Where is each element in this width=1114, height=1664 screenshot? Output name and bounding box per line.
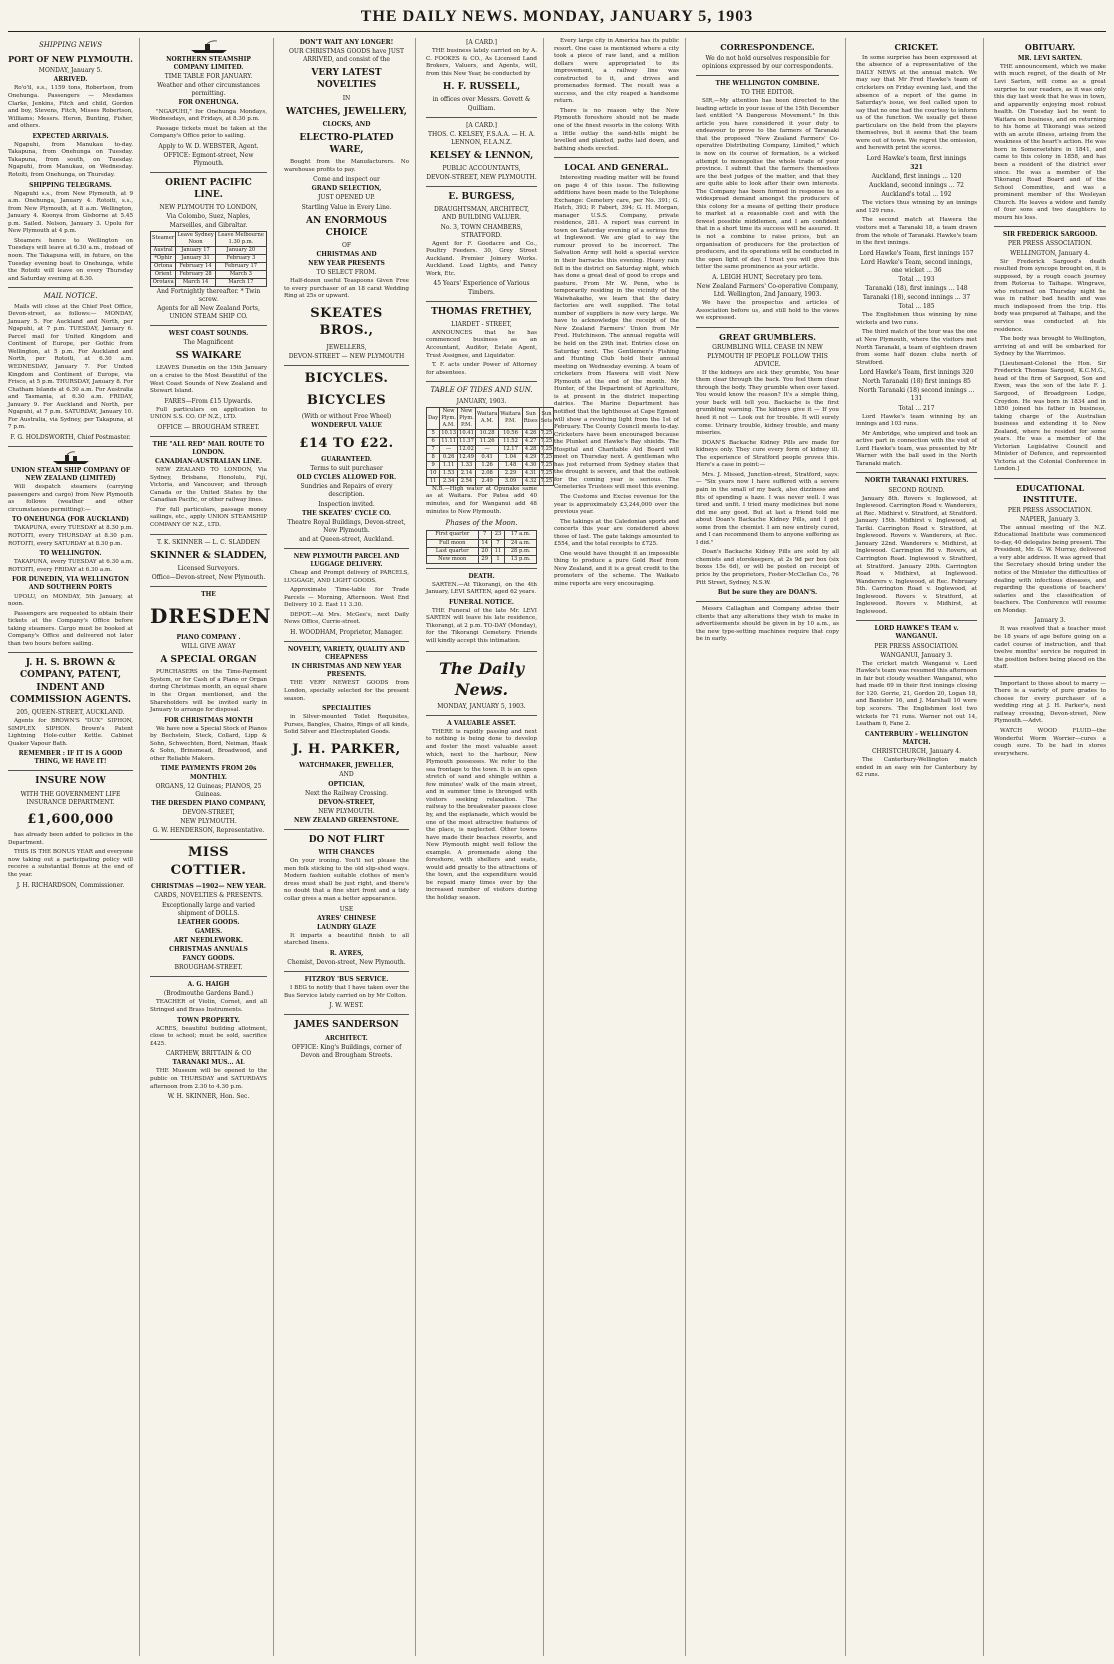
- dresden-text: PURCHASERS on the Time-Payment System, or for Cash of a Piano or Organ during Christmas month, an equal share in the Organ mentioned, and the Shareholders will be invited early in January to arrange for disposal.: [150, 669, 267, 714]
- fixtures-sub: SECOND ROUND.: [888, 486, 945, 494]
- grand-selection: GRAND SELECTION,: [311, 185, 382, 193]
- table-row: 9 1.11 1.33 1.26 1.48 4.30 7.25: [427, 461, 554, 469]
- fixtures-text: January 8th. Rovers v. Inglewood, at Inglewood. Carrington Road v. Wanderers, at Rec. Midhirst v. Stratford, at Stratford. January 15th. Midhirst v. Inglewood, at Tariki. Carrington Road v. Stratford, at Inglewood. Rovers v. Wanderers, at Rec. January 22nd. Wanderers v. Midhirst, at Inglewood. Carrington Rd v. Rovers, at Carrington Road. Inglewood v. Stratford, at Stratford. January 29th. Carrington Road v. Midhirst, at Inglewood. Wanderers v. Inglewood, at Rec. February 5th. Carrington Road v. Inglewood, at Inglewood. Rovers v. Stratford, at Inglewood. Rovers v. Midhirst, at Inglewood.: [856, 495, 977, 615]
- edu-sub: PER PRESS ASSOCIATION.: [1007, 506, 1093, 514]
- cricket-text: In some surprise has been expressed at the absence of a representative of the DAILY NEWS at the annual match. We may say that Mr Fred Hawke's team of cricketers on Friday evening last, and the absence of a report of the game in Saturday's issue, we feel called upon to say that no one had the courtesy to inform us of the function. We usually get these particulars on the field from the players themselves, but it seems that the team were out of town. We regret the omission, and herewith print the scores.: [856, 54, 977, 152]
- table-row: First quarter 7 23 17 a.m.: [427, 531, 537, 539]
- column-3: [284, 38, 416, 1656]
- orient-agents: Agents for all New Zealand Ports, UNION STEAM SHIP CO.: [157, 304, 260, 320]
- obituary-text: THE announcement, which we make with much regret, of the death of Mr Levi Sarten, will come as a great surprise to our readers, as it was only this day last week that he was in town, and apparently enjoying most robust health. On Tuesday last he went to Waitara on business, and on returning to his home at Tikorangi was seized with an acute illness, arising from the weakness of the heart's action. He was born in Somersetshire in 1841, and came to this colony in 1858, and has been a resident of the district ever since. He was a member of the Tikorangi Road Board and of the School Committee, and was a prominent member of the Wesleyan Church. He leaves a widow and family of four sons and two daughters to mourn his loss.: [994, 63, 1106, 221]
- waikare-office: OFFICE — BROUGHAM STREET.: [157, 423, 260, 431]
- dresden-heading: DRESDEN: [150, 604, 272, 629]
- tides-heading: TABLE OF TIDES AND SUN.: [430, 386, 533, 395]
- cottier-fancy: FANCY GOODS.: [182, 955, 235, 963]
- telegram-text: Ngapuhi s.s., from New Plymouth, at 9 a.m. Onehunga, January 4. Rotoiti, s.s., from New Plymouth, at 8 a.m. Wellington, January 4. Koonya from Gisborne at 5.45 p.m. Sailed. Nelson, January 3. Upolu for New Plymouth at 4 p.m.: [8, 190, 133, 235]
- wanganui-text: The cricket match Wanganui v. Lord Hawke's team was resumed this afternoon in fair but cloudy weather. Wanganui, who had made 69 in their first innings closing for 120. Gorrie, 21, Gordon 20, Logan 18, and Banister 16, and J. Marshall 10 were top scorers. The Englishmen lost two wickets for 71 runs. Warner not out 14, Leatham 0, Fane 2.: [856, 660, 977, 728]
- nt-2: North Taranaki (18) second innings ... 131: [858, 387, 975, 403]
- carthew: CARTHEW, BRITTAIN & CO: [165, 1050, 252, 1058]
- taranaki-signature: W. H. SKINNER, Hon. Sec.: [167, 1093, 250, 1101]
- auckland-1: Auckland, first innings ... 120: [871, 173, 962, 181]
- jan3-text: It was resolved that a teacher must be 18 years of age before going on a cadet course of instruction, and that twelve months' service be required in the position before being placed on the staff.: [994, 626, 1106, 671]
- dresden-the: THE: [201, 590, 216, 598]
- dont-flirt: DO NOT FLIRT: [308, 835, 385, 846]
- enormous: AN ENORMOUS CHOICE: [306, 215, 387, 238]
- parcel-time: Approximate Time-table for Trade Parcels — Morning, Afternoon. West End Delivery 10 2. East 11 3.30.: [284, 587, 409, 609]
- insure-bonus: THIS IS THE BONUS YEAR and everyone now taking out a participating policy will receive a substantial Bonus at the end of the year.: [8, 849, 133, 878]
- new-year-presents: NEW YEAR PRESENTS: [308, 260, 385, 268]
- expected-text: Ngapuhi, from Manukau to-day. Takapuna, from Onehunga on Tuesday. Takapuna, from south, on Tuesday. Ngapuhi, from Manukau, on Wednesday. Rotoiti, from Onehunga, on Thursday.: [8, 141, 133, 178]
- town-prop-heading: TOWN PROPERTY.: [177, 1016, 240, 1024]
- taranaki-heading: TARANAKI MUS... AL: [172, 1059, 245, 1067]
- col5-text-2: There is no reason why the New Plymouth foreshore should not be made one of the finest resorts in the colony. With a little outlay the sand-hills might be levelled and planted, paths laid down, and bathing sheds erected.: [554, 107, 679, 152]
- dresden-special: A SPECIAL ORGAN: [160, 655, 257, 666]
- nsc-sub: TIME TABLE FOR JANUARY.: [164, 73, 253, 81]
- col5-text-5: One would have thought it an impossible thing to produce a pure Gold Reef from New Zealand, and it is a great credit to the promoters of the scheme. The Waikato mine reports are very encouraging.: [554, 550, 679, 587]
- doans-testimonial: Mrs. J. Missed, Junction-street, Stratford, says:— "Six years now I have suffered with a severe pain in the small of my back, also dizziness and fits of spending a haze. I was never well. I was tired and unfit. I tried many medicines but none did me any good. But at last a friend told me about Doan's Backache Kidney Pills, and I got some from the chemist. I am now entirely cured, and I can recommend them to anyone suffering as I did.": [696, 471, 839, 546]
- edu-heading: EDUCATIONAL INSTITUTE.: [1016, 482, 1084, 504]
- startling: Startling Value in Every Line.: [301, 203, 392, 211]
- col5-text-4: The takings at the Caledonian sports and concerts this year are considered above those of last. The gate takings amounted to £554, and the total receipts to £725.: [554, 518, 679, 548]
- orient-table: [150, 231, 267, 287]
- just-opened: JUST OPENED UP.: [318, 194, 375, 202]
- very-newest: THE VERY NEWEST GOODS from London, specially selected for the present season.: [284, 680, 409, 702]
- specialities: SPECIALITIES: [322, 705, 371, 713]
- allred-heading: THE "ALL RED" MAIL ROUTE TO LONDON.: [152, 440, 265, 456]
- expected-heading: EXPECTED ARRIVALS.: [32, 132, 109, 140]
- remember-text: REMEMBER : IF IT IS A GOOD THING, WE HAVE IT!: [18, 750, 123, 766]
- hawke-total-2: Total ... 193: [898, 275, 935, 283]
- auckland-total: Auckland's total ... 192: [881, 191, 952, 199]
- nsc-fares: Passage tickets must be taken at the Company's Office prior to sailing.: [150, 125, 267, 140]
- englishmen: The Englishmen thus winning by nine wickets and two runs.: [856, 312, 977, 326]
- kelsey-heading: KELSEY & LENNON,: [429, 150, 534, 161]
- in-word: IN: [342, 94, 351, 102]
- taranaki-2: Taranaki (18), second innings ... 37: [862, 294, 971, 302]
- column-8: [994, 38, 1112, 1656]
- steamers-text: Steamers hence to Wellington on Tuesdays will leave at 6.30 a.m., instead of noon. The Takapuna will, in future, on the Tuesday evening boat to Onehunga, while the Rotoiti will leave on every Thursday and Saturday evening at 8.30.: [8, 237, 133, 282]
- frethey-text-2: T. F. acts under Power of Attorney for absentees.: [426, 362, 537, 376]
- electro: ELECTRO-PLATED WARE,: [299, 132, 394, 156]
- cottier-annuals: CHRISTMAS ANNUALS: [169, 945, 248, 953]
- insure-sub: WITH THE GOVERNMENT LIFE INSURANCE DEPARTMENT.: [20, 790, 121, 806]
- laundry-text: It imparts a beautiful finish to all starched linens.: [284, 932, 409, 947]
- cottier-leather: LEATHER GOODS.: [177, 918, 240, 926]
- wcs-sub: The Magnificent: [183, 339, 234, 347]
- dunedin-heading: FOR DUNEDIN, VIA WELLINGTON AND SOUTHERN PORTS: [12, 576, 129, 592]
- waikare-text: LEAVES Dunedin on the 15th January on a cruise to the Most Beautiful of the West Coast Sounds of New Zealand and Stewart Island.: [150, 365, 267, 395]
- burgess-address: No. 3, TOWN CHAMBERS, STRATFORD.: [440, 223, 523, 239]
- onehunga-text: TAKAPUNA, every TUESDAY at 8.30 p.m. ROTOITI, every THURSDAY at 8.30 p.m. ROTOITI, every SATURDAY at 8.30 p.m.: [8, 525, 133, 547]
- dpc-heading: THE DRESDEN PIANO COMPANY,: [151, 799, 266, 807]
- wellington-text: TAKAPUNA, every TUESDAY at 6.30 a.m. ROTOITI, every FRIDAY at 6.30 a.m.: [8, 559, 133, 573]
- burgess-heading: E. BURGESS,: [448, 192, 515, 203]
- skeates-address: DEVON-STREET — NEW PLYMOUTH: [288, 353, 405, 361]
- insure-signature: J. H. RICHARDSON, Commissioner.: [16, 881, 125, 889]
- frethey-text: ANNOUNCES that he has commenced business as an Accountant, Auditor, Estate Agent, Trust Assignee, and Liquidator.: [426, 329, 537, 359]
- nsc-text: "NGAPUHI," for Onehunga Mondays, Wednesdays, and Fridays, at 8.30 p.m.: [150, 108, 267, 123]
- use-word: USE: [339, 905, 354, 913]
- table-row: Austral January 17 January 20: [151, 246, 267, 254]
- skinner-office: Office—Devon-street, New Plymouth.: [151, 573, 266, 581]
- second-match: The second match at Hawera the visitors met a Taranaki 18, a team drawn from the whole of Taranaki. Hawke's team in the first innings.: [856, 217, 977, 247]
- come-text: Come and inspect our: [313, 176, 380, 184]
- doans-price: Doan's Backache Kidney Pills are sold by all chemists and storekeepers, at 2s 9d per box (six boxes 15s 6d), or will be posted on receipt of price by the proprietors, Foster-McClellan Co., 76 Pitt Street, Sydney, N.S.W.: [696, 549, 839, 586]
- steamship-icon: [189, 40, 229, 54]
- victors: The victors thus winning by an innings and 129 runs.: [856, 200, 977, 214]
- jan3-heading: January 3.: [1034, 617, 1066, 625]
- orient-note: And Fortnightly thereafter. * Twin screw.: [156, 287, 261, 303]
- cottier-art: ART NEEDLEWORK.: [174, 936, 243, 944]
- column-5: [554, 38, 686, 1656]
- dont-wait: DON'T WAIT ANY LONGER!: [299, 39, 394, 46]
- tides-note: N.B.—High water at Opunake same as at Waitara. For Patea add 40 minutes, and for Wanganui add 48 minutes to New Plymouth.: [426, 485, 537, 515]
- corr-text: SIR,—My attention has been directed to the leading article in your issue of the 15th December last entitled "A Dangerous Movement." In this article you have considered it your duty to endeavour to prove to the farmers of Taranaki that the proposed "New Zealand Farmers' Co-operative Distributing Company, Limited," which is now on its course of formation, is a wicked attempt to monopolise the whole trade of your province. I submit that the farmers themselves are the best judges of the matter, and that they are quite able to look after their own interests. The Company has been formed in response to a widespread demand amongst the producers of this colony for a means of getting their produce to market at a reasonable cost and with the fewest possible middlemen, and I am confident that in a short time its success will be assured. It is not a combine to raise prices, but an organisation of producers for the protection of producers, and its operations will be conducted in the open light of day. I trust you will give this letter the same prominence as your article.: [696, 98, 839, 271]
- combine-heading: THE WELLINGTON COMBINE.: [715, 79, 820, 87]
- table-row: Orient February 28 March 3: [151, 270, 267, 278]
- card-1: [A CARD.]: [466, 39, 497, 46]
- ambridge: Mr Ambridge, who umpired and took an active part in connection with the visit of Lord Hawke's team, was presented by Mr Warner with the ball used in the North Taranaki match.: [856, 430, 977, 467]
- allred-apply: For full particulars, passage money sailings, etc., apply UNION STEAMSHIP COMPANY OF N.Z., LTD.: [150, 506, 267, 528]
- orient-sub: NEW PLYMOUTH TO LONDON,: [159, 204, 258, 212]
- nsc-heading: NORTHERN STEAMSHIP COMPANY LIMITED.: [166, 56, 251, 72]
- russell-heading: H. F. RUSSELL,: [442, 82, 521, 93]
- editorial-heading: A VALUABLE ASSET.: [447, 719, 516, 727]
- town-prop-text: ACRES, beautiful building allotment, close to school; must be sold, sacrifice £425.: [150, 1025, 267, 1047]
- kelsey-address: DEVON-STREET, NEW PLYMOUTH.: [426, 174, 537, 182]
- dresden-give: WILL GIVE AWAY: [181, 643, 236, 651]
- insure-heading: INSURE NOW: [35, 776, 106, 787]
- to-editor: TO THE EDITOR.: [740, 89, 795, 97]
- edu-text: The annual meeting of the N.Z. Educational Institute was commenced to-day, 40 delegates being present. The President, Mr. G. W. Murray, delivered a very able address. It was agreed that the Secretary should bring under the notice of the Minister the difficulties of dealing with infectious diseases, and regarding the questions of teachers' salaries and the classification of teachers. The Conference will resume on Monday.: [994, 524, 1106, 614]
- port-heading: PORT OF NEW PLYMOUTH.: [8, 54, 133, 65]
- funeral-heading: FUNERAL NOTICE.: [449, 598, 514, 606]
- uss-heading: UNION STEAM SHIP COMPANY OF NEW ZEALAND (LIMITED): [10, 467, 131, 483]
- cottier-games: GAMES.: [194, 927, 223, 935]
- frethey-heading: THOMAS FRETHEY,: [431, 306, 532, 317]
- editorial-text: THERE is rapidly passing and next to nothing is being done to develop and foster the most valuable asset which, next to the harbour, New Plymouth possesses. We refer to the sea frontage to the town. It is an open stretch of sand and shingle within a few minutes' walk of the main street, and in summer time is thronged with visitors seeking relaxation. The railway to the breakwater passes close by, and the esplanade, which would be one of the most attractive features of the place, is neglected. Other towns have made their beaches resorts, and New Plymouth might well follow the example. A promenade along the foreshore, with shelters and seats, would add greatly to the attractions of the town, and the expenditure would be repaid many times over by the increased number of visitors during the holiday season.: [426, 728, 537, 901]
- cw-date: CHRISTCHURCH, January 4.: [871, 747, 962, 755]
- cottier-address: BROUGHAM-STREET.: [174, 964, 243, 972]
- obituary-heading: OBITUARY.: [1024, 42, 1076, 52]
- telegram-heading: SHIPPING TELEGRAMS.: [29, 181, 112, 189]
- optician: OPTICIAN,: [328, 780, 365, 788]
- third-match: The third match of the tour was the one at New Plymouth, where the visitors met North Taranaki, a team of eighteen drawn from some half dozen clubs north of Stratford.: [856, 329, 977, 366]
- taranaki-total: Total ... 185: [898, 303, 935, 311]
- table-row: 6 11.11 11.37 11.26 11.52 4.27 7.25: [427, 437, 554, 445]
- hawke-total: 321: [910, 164, 923, 171]
- bicycle-price: £14 TO £22.: [299, 435, 394, 451]
- cricket-heading: CRICKET.: [894, 42, 939, 52]
- sargood-sub: PER PRESS ASSOCIATION.: [1007, 240, 1093, 248]
- parker-heading: J. H. PARKER,: [292, 741, 401, 757]
- nsc-for: FOR ONEHUNGA.: [178, 99, 239, 107]
- waikare-info: Full particulars on application to UNION S.S. CO. OF N.Z., LTD.: [150, 406, 267, 421]
- column-7: [856, 38, 984, 1656]
- halfdozen-text: Half-dozen useful Teaspoons Given Free to every purchaser of an 18 carat Wedding Ring at 25s or upward.: [284, 278, 409, 300]
- organs: ORGANS, 12 Guineas; PIANOS, 25 Guineas.: [155, 782, 262, 798]
- james-address: OFFICE: King's Buildings, corner of Devon and Brougham Streets.: [291, 1043, 402, 1059]
- table-row: Full moon 14 7 24 a.m.: [427, 539, 537, 547]
- arrived-heading: ARRIVED.: [53, 76, 88, 84]
- skinner-names: T. K. SKINNER — L. C. SLADDEN: [156, 538, 261, 546]
- orient-th: Leave Sydney Noon: [177, 231, 214, 245]
- freewheel: (With or without Free Wheel): [301, 413, 392, 421]
- grumblers-sub: GRUMBLING WILL CEASE IN NEW PLYMOUTH IF PEOPLE FOLLOW THIS ADVICE.: [707, 344, 828, 368]
- nt-1: North Taranaki (18) first innings 85: [862, 378, 971, 386]
- masthead-title: THE DAILY NEWS. MONDAY, JANUARY 5, 1903: [360, 8, 754, 25]
- laundry-heading: LAUNDRY GLAZE: [317, 923, 376, 931]
- grumblers-heading: GREAT GRUMBLERS.: [719, 331, 816, 342]
- card-2: [A CARD.]: [466, 121, 497, 129]
- allred-text: NEW ZEALAND TO LONDON, Via Sydney, Brisbane, Honolulu, Fiji, Victoria, and Vancouver, and through Canada or the United States by the Canadian Pacific, or other railway lines.: [150, 467, 267, 504]
- canadian-heading: CANADIAN-AUSTRALIAN LINE.: [155, 458, 262, 466]
- dresden-sub: PIANO COMPANY .: [176, 634, 241, 642]
- cycle-address-2: and at Queen-street, Auckland.: [299, 535, 394, 543]
- ayres-heading: AYRES' CHINESE: [317, 914, 376, 922]
- column-6: [696, 38, 846, 1656]
- wanganui-date: WANGANUI, January 3.: [880, 651, 953, 659]
- table-row: Orotava March 14 March 17: [151, 278, 267, 286]
- auckland-2: Auckland, second innings ... 72: [869, 182, 964, 190]
- obituary-name: MR. LEVI SARTEN.: [1017, 54, 1083, 62]
- bicycles-1: BICYCLES.: [304, 371, 389, 387]
- edu-date: NAPIER, January 3.: [1020, 515, 1080, 523]
- table-row: 5 10.13 10.41 10.28 10.56 4.26 7.25: [427, 429, 554, 437]
- cottier-dolls: Exceptionally large and varied shipment of DOLLS.: [161, 901, 256, 917]
- uss-text: Will despatch steamers (carrying passengers and cargo) from New Plymouth as follows (weather and other circumstances permitting):—: [8, 484, 133, 513]
- rayres: R. AYRES,: [329, 949, 364, 957]
- card-2-names: THOS. C. KELSEY, F.S.A.A. — H. A. LENNON, F.I.A.N.Z.: [428, 130, 535, 146]
- local-heading: LOCAL AND GENERAL.: [564, 162, 669, 173]
- spec-text: in Silver-mounted Toilet Requisites, Purses, Bangles, Chains, Rings of all kinds, Solid Silver and Electroplated Goods.: [284, 714, 409, 736]
- masthead: [8, 6, 1106, 32]
- orient-th: Steamer: [151, 231, 176, 246]
- table-row: New moon 29 1 13 p.m.: [427, 555, 537, 563]
- agents-heading: J. H. S. BROWN & COMPANY, PATENT, INDENT AND COMMISSION AGENTS.: [9, 658, 132, 705]
- taranaki-text: THE Museum will be opened to the public on THURSDAY and SATURDAYS afternoon from 2.30 to 4.30 p.m.: [150, 1068, 267, 1090]
- table-row: 11 2.34 2.54 2.49 3.09 4.32 7.25: [427, 477, 554, 485]
- nsc-weather: Weather and other circumstances permitting.: [157, 82, 260, 98]
- column-4: [426, 38, 553, 1656]
- waikare-fares: FARES—From £15 Upwards.: [164, 397, 253, 405]
- haigh-heading: A. G. HAIGH: [187, 981, 230, 989]
- dpc-address: DEVON-STREET,: [182, 808, 235, 816]
- wellington-heading: TO WELLINGTON.: [39, 550, 102, 558]
- corr-heading: CORRESPONDENCE.: [720, 42, 815, 52]
- agents-address: 205, QUEEN-STREET, AUCKLAND.: [16, 708, 125, 716]
- xmas-goods: OUR CHRISTMAS GOODS have JUST ARRIVED, and consist of the: [288, 48, 405, 64]
- devon-street: DEVON-STREET,: [318, 798, 375, 806]
- haigh-text: TEACHER of Violin, Cornet, and all Stringed and Brass Instruments.: [150, 999, 267, 1013]
- cw-text: The Canterbury-Wellington match ended in an easy win for Canterbury by 62 runs.: [856, 756, 977, 779]
- corr-note: We do not hold ourselves responsible for opinions expressed by our correspondents.: [702, 54, 833, 70]
- agents-text: Agents for BROWN'S "DUX" SIPHON, SIMPLEX SIPHON. Brown's Patent Lightning Hole-cutter Kettle. Cabinet Quaker Vapour Bath.: [8, 717, 133, 747]
- tides-sub: JANUARY, 1903.: [456, 397, 507, 405]
- funeral-text: THE Funeral of the late Mr. LEVI SARTEN will leave his late residence, Tikorangi, at 2 p.m. TO-DAY (Monday), for the Tikorangi Cemetery. Friends will kindly accept this intimation.: [426, 607, 537, 645]
- death-text: SARTEN.—At Tikorangi, on the 4th January, LEVI SARTEN, aged 62 years.: [426, 581, 537, 596]
- kelsey-sub: PUBLIC ACCOUNTANTS,: [442, 165, 521, 173]
- grumblers-poem: If the kidneys are sick they grumble, You hear them clear through the back. You feel them clear through the body. They grumble when over taxed. You would know the reason? It's a simple thing, your back will tell you. Backache is the first grumbling warning. The kidneys give it — If you heed it not — Look out for trouble. It will surely come. Urinary trouble, kidney trouble, and many miseries.: [696, 369, 839, 437]
- wonderful-value: WONDERFUL VALUE: [311, 422, 382, 430]
- novelty: NOVELTY, VARIETY, QUALITY AND CHEAPNESS: [287, 646, 406, 662]
- burgess-years: 45 Years' Experience of Various Timbers.: [433, 280, 530, 296]
- nsc-apply: Apply to W. D. WEBSTER, Agent.: [158, 142, 259, 150]
- cottier-cards: CARDS, NOVELTIES & PRESENTS.: [154, 892, 263, 900]
- shipping-title: SHIPPING NEWS: [38, 41, 103, 49]
- and-word: AND: [339, 771, 354, 779]
- col5-text-1: Every large city in America has its public resort. One case is mentioned where a city took a piece of raw land, and a million dollars were appropriated to its improvement, a railway line was constructed to it, and drives and promenades formed. The result was a success, and the city reaped a handsome return.: [554, 38, 679, 105]
- mail-heading: MAIL NOTICE.: [43, 292, 98, 301]
- hawke-2: Lord Hawke's Team, first innings 157: [859, 249, 974, 257]
- fitzroy-heading: FITZROY 'BUS SERVICE.: [304, 976, 389, 984]
- nt-total: Total ... 217: [898, 404, 935, 412]
- important-notice: Important to those about to marry — There is a variety of pure grades to choose for every purchaser of a wedding ring at J. H. Parker's, next railway crossing, Devon-street, New Plymouth.—Advt.: [994, 680, 1106, 725]
- hawke-3: Lord Hawke's Team, second innings, one wicket ... 36: [860, 258, 973, 274]
- time-pay: TIME PAYMENTS FROM 20s MONTHLY.: [160, 765, 257, 781]
- taranaki-1: Taranaki (18), first innings ... 148: [865, 285, 968, 293]
- fixtures-heading: NORTH TARANAKI FIXTURES.: [864, 477, 969, 485]
- insure-text: has already been added to policies in the Department.: [8, 832, 133, 846]
- sargood-text: Sir Frederick Sargood's death resulted from syncope brought on, it is supposed, by a rough coach journey from Rotorua to Taihape. Wingrave, who returned on Thursday night he was in rather bad health and was much indisposed from the trip. His body was prepared at Taihape, and the service was conducted at his residence.: [994, 258, 1106, 333]
- dpc-city: NEW PLYMOUTH.: [180, 818, 237, 826]
- bought-text: Bought from the Manufacturers. No warehouse profits to pay.: [284, 159, 409, 173]
- parcel-heading: NEW PLYMOUTH PARCEL AND LUGGAGE DELIVERY.: [293, 552, 400, 569]
- architect: ARCHITECT.: [325, 1034, 368, 1042]
- arrived-text: Ro'o'il, s.s., 1159 tons, Robertson, from Onehunga. Passengers — Mesdames Clarke, Jenkins, Fitch and child, Gordon and boy, Stevens, Fitch, Misses Robertson, Williams; Messrs. Heron, Bunting, Fisher, and others.: [8, 85, 133, 130]
- steamship-icon: [51, 451, 91, 465]
- burgess-text: Agent for F. Goodacre and Co., Poultry Feeders. 30, Grey Street Auckland. Premier Joinery Works. Auckland. Load Lights, and Fancy Work, Etc.: [426, 240, 537, 277]
- death-heading: DEATH.: [468, 572, 495, 580]
- table-row: Last quarter 20 11 28 p.m.: [427, 547, 537, 555]
- columns: [8, 38, 1106, 1656]
- novelties: VERY LATEST NOVELTIES: [311, 68, 382, 91]
- table-row: 8 0.26 12.49 0.41 1.04 4.29 7.25: [427, 453, 554, 461]
- dunedin-text: UPOLU, on MONDAY, 5th January, at noon.: [8, 593, 133, 608]
- tides-table: Day New Plym. A.M. New Plym. P.M. Waitara A.M. Waitara P.M. Sun Rises Sun Sets 5 10.13 10.41 10.28 10.56 4.26 7.25 6 11.11 11.37 11.26 11.52 4.27 7.25 7 — 12.02 — 12.17 4.28 7.25 8 0.26 12.49 0.41 1.04 4.29 7.25 9 1.11 1.33 1.26 1.48 4.30 7.25 10 1.53 2.14 2.08 2.29 4.31 7.25 11 2.34 2.54 2.49 3.09 4.32 7.25: [428, 407, 553, 484]
- table-row: 7 — 12.02 — 12.17 4.28 7.25: [427, 445, 554, 453]
- parcel-depot: DEPOT.—At Mrs. McGee's, next Daily News Office, Currie-street.: [284, 611, 409, 626]
- parcel-signature: H. WOODHAM, Proprietor, Manager.: [290, 629, 403, 636]
- burgess-sub: DRAUGHTSMAN, ARCHITECT, AND BUILDING VALUER.: [433, 206, 530, 222]
- terms: Terms to suit purchaser: [310, 465, 383, 473]
- onehunga-heading: TO ONEHUNGA (FOR AUCKLAND): [12, 516, 129, 524]
- old-cycles: OLD CYCLES ALLOWED FOR.: [296, 474, 397, 482]
- card-1-text: THE business lately carried on by A. C. FOOKES & CO., As Licensed Land Brokers, Valuers, and Agents, will, from this New Year, be conducted by: [426, 48, 537, 77]
- watches: WATCHES, JEWELLERY,: [286, 106, 407, 117]
- corr-signature: A. LEIGH HUNT, Secretary pro tem.: [712, 273, 823, 281]
- parcel-text: Cheap and Prompt delivery of PARCELS, LUGGAGE, AND LIGHT GOODS.: [284, 570, 409, 584]
- with-chances: WITH CHANCES: [318, 849, 375, 857]
- cycle-co: THE SKEATES' CYCLE CO.: [302, 509, 391, 517]
- watchmaker: WATCHMAKER, JEWELLER,: [299, 762, 394, 770]
- inspection: Inspection invited.: [318, 500, 375, 508]
- nsc-office: OFFICE: Egmont-street, New Plymouth.: [163, 151, 254, 167]
- xmas-ny: IN CHRISTMAS AND NEW YEAR PRESENTS.: [291, 663, 402, 679]
- wood-notice: WATCH WOOD FLUID—the Wonderful Worm Worrier—cures a cough sure. To be had in stores everywhere.: [994, 727, 1106, 757]
- jewellers: JEWELLERS,: [326, 344, 367, 352]
- sargood-heading: SIR FREDERICK SARGOOD.: [1002, 231, 1098, 239]
- table-row: 10 1.53 2.14 2.08 2.29 4.31 7.25: [427, 469, 554, 477]
- nt-result: Lord Hawke's team winning by an innings and 103 runs.: [856, 413, 977, 428]
- cw-heading: CANTERBURY - WELLINGTON MATCH.: [864, 730, 969, 746]
- corr-text-2: We have the prospectus and articles of Association before us, and still hold to the views we expressed.: [696, 300, 839, 322]
- skinner-sub: Licensed Surveyors.: [177, 564, 240, 572]
- cottier-sub: CHRISTMAS —1902— NEW YEAR.: [150, 883, 266, 891]
- clocks: CLOCKS, AND: [322, 120, 371, 128]
- xmas-and: CHRISTMAS AND: [316, 251, 377, 259]
- skeates-heading: SKEATES BROS.,: [310, 305, 383, 339]
- of-word: OF: [341, 241, 352, 249]
- skinner-heading: SKINNER & SLADDEN,: [150, 550, 267, 561]
- james-heading: JAMES SANDERSON: [294, 1020, 399, 1031]
- russell-text: in offices over Messrs. Govett & Quilliam.: [432, 96, 531, 112]
- sundries: Sundries and Repairs of every description.: [300, 483, 393, 499]
- rayres-address: Chemist, Devon-street, New Plymouth.: [287, 959, 406, 967]
- editorial-date: MONDAY, JANUARY 5, 1903.: [437, 702, 526, 710]
- mail-text: Mails will close at the Chief Post Office, Devon-street, as follows:— MONDAY, January 5. For Auckland and North, per Ngapuhi, at 7 p.m. TUESDAY, January 6. Parcel mail for United Kingdom and Continent of Europe, per Gothic from Wellington, at 5 p.m. For Auckland and North, per Rotoiti, at 6.30 a.m. WEDNESDAY, January 7. For United Kingdom and Continent of Europe, via Frisco, at 5 p.m. THURSDAY, January 8. For Chatham Islands at 6.30 a.m. For Australia and Tasmania, at 6.30 a.m. FRIDAY, January 9. For Auckland and North, per Ngapuhi, at 7 p.m. SATURDAY, January 10. For Australia, via Sydney, per Takapuna, at 7 p.m.: [8, 303, 133, 431]
- sargood-text-2: The body was brought to Wellington, arriving at and will be embarked for Sydney by the Warrimoo.: [994, 336, 1106, 358]
- select-from: TO SELECT FROM.: [316, 269, 377, 277]
- passengers-text: Passengers are requested to obtain their tickets at the Company's Office before taking steamers. Cargo must be booked at Company's Office and delivered not later than two hours before sailing.: [8, 610, 133, 647]
- wanganui-heading: LORD HAWKE'S TEAM v. WANGANUI.: [874, 625, 959, 641]
- haigh-sub: (Brodmouthe Gardens Band.): [163, 990, 254, 998]
- sargood-bio: [Lieutenant-Colonel the Hon. Sir Frederick Thomas Sargood, K.C.M.G., head of the firm of Sargood, Son and Ewen, was the son of the late F. J. Sargood, of Broadgreen Lodge, Croydon. He was born in 1834 and in 1850 joined his father in business, taking charge of the Australian business and extending it to New Zealand, where he resided for some years. He was a member of the Victorian Legislative Council and Minister of Defence, and represented Victoria at the Colonial Conference in London.]: [994, 360, 1106, 473]
- column-2: [150, 38, 274, 1656]
- daily-news-nameplate: The Daily News.: [439, 658, 524, 700]
- moon-heading: Phases of the Moon.: [445, 519, 518, 528]
- cottier-heading: MISS COTTIER.: [170, 845, 247, 878]
- next-railway: Next the Railway Crossing.: [304, 789, 389, 797]
- xmas-text: We have now a Special Stock of Pianos by Bechstein, Steck, Collard, Lipp & Sohn, Schwechten, Bord, Neiman, Haak & Sohn, Brinsmead, Broadwood, and other Reliable Makers.: [150, 725, 267, 762]
- postmaster: F. G. HOLDSWORTH, Chief Postmaster.: [10, 433, 131, 441]
- orient-th: Leave Melbourne 1.30 p.m.: [215, 231, 266, 246]
- flirt-text: On your ironing. You'll not please the men folk sticking to the old slip-shod ways. Modern fashion suitable clothes of men's dress must shall be just right, and there's no doubt that a fine shirt front and a tidy collar gives a man a better appearance.: [284, 858, 409, 903]
- wcs-heading: WEST COAST SOUNDS.: [168, 330, 249, 338]
- local-text: Interesting reading matter will be found on page 4 of this issue. The following additions have been made to the Telephone Exchange: Cemetery care, per No. 391; G. Hatch, 393; P. Fabert, 394; G. H. Morgan, manager U.S.S. Company, private residence, 281. A report was current in town on Saturday evening of a serious fire at Inglewood. We are glad to say the rumour proved to be incorrect. The Salvation Army will hold a special service in their barracks this evening. Heavy rain fell in the district on Saturday night, which has done a great deal of good to crops and pasture. From Mr W. Penn, who is temporarily residing in the vicinity of the Waiwhakaiho, we learn that the dairy factories are well supplied. The total number of suppliers is now very large. We have to acknowledge the receipt of the New Zealand Farmers' Union from Mr Fred. Hutchinson. The annual regatta will be held on the 29th inst. Entries close on Saturday next. The Gentlemen's Fishing and Hunting Club hold their annual meeting on Wednesday evening. A team of cricketers from Hawera will visit New Plymouth at the end of the month. Mr Hunter, of the Department of Agriculture, is at present in the district inspecting dairies. The Marine Department has notified that the lighthouse at Cape Egmont will show a revolving light from the 1st of February. The County Council meets to-day. Cricketers have been encouraged because the Plunket and Hawke's Bay shields. The Hospital and Charitable Aid Board will meet on Thursday next. A gentleman who has just returned from Sydney states that the drought is severe, and that the outlook for the coming year is serious. The Cemeteries Trustees will meet this evening.: [554, 175, 679, 491]
- sargood-date: WELLINGTON, January 4.: [1010, 249, 1090, 257]
- table-row: Ortona February 14 February 17: [151, 262, 267, 270]
- orient-route: Via Colombo, Suez, Naples, Marseilles, and Gibraltar.: [166, 213, 251, 229]
- col5-text-3: The Customs and Excise revenue for the year is approximately £3,244,000 over the previous year.: [554, 493, 679, 516]
- corr-signature-2: New Zealand Farmers' Co-operative Company, Ltd. Wellington, 2nd January, 1903.: [696, 282, 839, 298]
- insure-amount: £1,600,000: [27, 811, 114, 827]
- hawke-heading: Lord Hawke's team, first innings: [866, 154, 967, 162]
- cycle-address: Theatre Royal Buildings, Devon-street, New Plymouth.: [287, 518, 406, 534]
- orient-heading: ORIENT PACIFIC LINE.: [165, 178, 252, 201]
- waikare-heading: SS WAIKARE: [175, 351, 242, 362]
- doans-text: DOAN'S Backache Kidney Pills are made for kidneys only. They cure every form of kidney ill. The experience of Stratford people proves this. Here's a case in point:—: [696, 439, 839, 469]
- shipping-date: MONDAY, January 5.: [38, 67, 103, 75]
- xmas-heading: FOR CHRISTMAS MONTH: [164, 716, 253, 724]
- dpc-manager: G. W. HENDERSON, Representative.: [152, 827, 265, 835]
- callaghan-text: Messrs Callaghan and Company advise their clients that any alterations they wish to make in advertisements should be given in by 10 a.m., as the new type-setting machines require that copy be in early.: [696, 606, 839, 643]
- fitzroy-signature: J. W. WEST.: [329, 1002, 364, 1010]
- doans-note: But be sure they are DOAN'S.: [717, 589, 818, 597]
- table-row: *Ophir January 31 February 3: [151, 254, 267, 262]
- hawke-4: Lord Hawke's Team, first innings 320: [859, 369, 974, 377]
- bicycles-2: BICYCLES: [306, 392, 387, 408]
- guaranteed: GUARANTEED.: [321, 456, 372, 464]
- greenstone: NEW ZEALAND GREENSTONE.: [293, 816, 400, 824]
- column-1: [8, 38, 140, 1656]
- moon-table: [426, 530, 537, 563]
- fitzroy-text: I BEG to notify that I have taken over the Bus Service lately carried on by Mr Colton.: [284, 985, 409, 999]
- new-plymouth: NEW PLYMOUTH.: [318, 807, 375, 815]
- liardet: LIARDET - STREET,: [451, 320, 512, 328]
- wanganui-sub: PER PRESS ASSOCIATION.: [874, 642, 959, 650]
